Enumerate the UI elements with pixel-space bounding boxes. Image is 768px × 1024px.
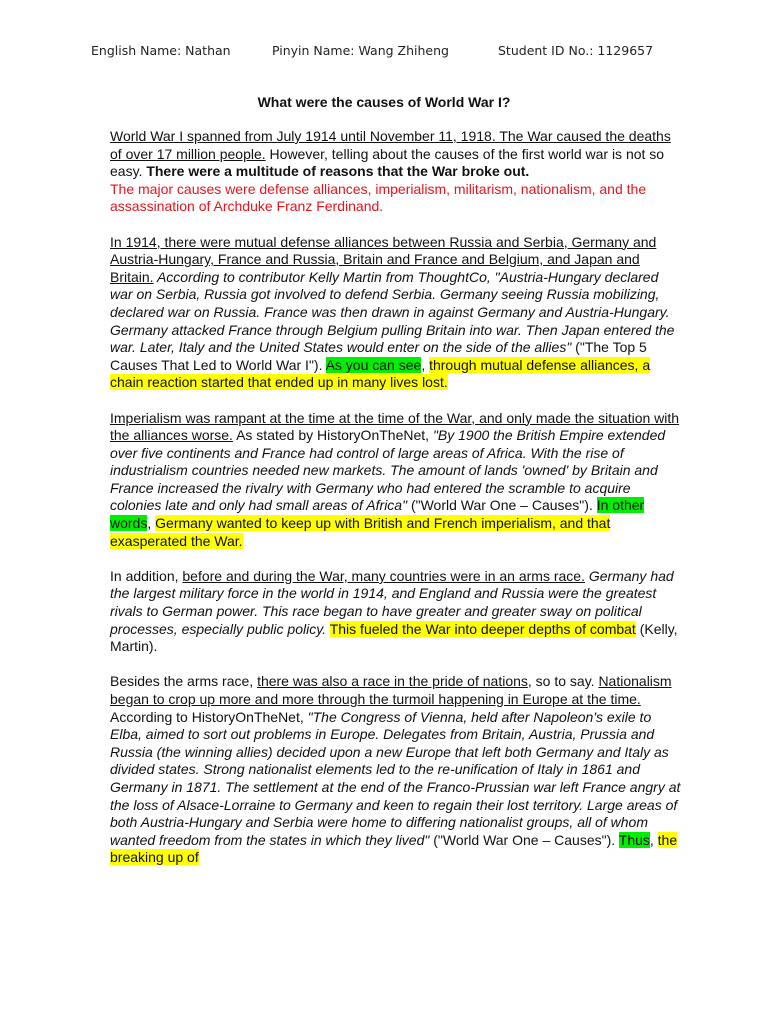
militarism-citation: (Kelly, Martin).	[110, 620, 678, 655]
nationalism-comma: ,	[649, 831, 658, 848]
paragraph-imperialism	[110, 410, 682, 551]
nationalism-yellow-highlight: the breaking up of	[110, 831, 678, 866]
militarism-underlined-text: before and during the War, many countries were in an arms race.	[182, 567, 585, 584]
nationalism-aside: , so to say.	[527, 673, 599, 690]
paragraph-alliances	[110, 234, 682, 392]
imperialism-comma: ,	[147, 515, 156, 532]
imperialism-underlined-text: Imperialism was rampant at the time at the time of the War, and only made the situation with the alliances worse.	[110, 409, 680, 444]
essay-title: What were the causes of World War I?	[257, 94, 511, 110]
imperialism-quote: "By 1900 the British Empire extended over five continents and France had control of large areas of Africa. With the rise of industrialism countries needed new markets. The amount of lands 'owned' by Britain and France increased the rivalry with Germany who had entered the scramble to acquire colonies late and only had small areas of Africa"	[110, 427, 666, 514]
nationalism-quote: "The Congress of Vienna, held after Napoleon's exile to Elba, aimed to sort out problems in Europe. Delegates from Britain, Austria, Prussia and Russia (the winning allies) decided upon a new Europe that left both Germany and Italy as divided states. Strong nationalist elements led to the re-unification of Italy in 1861 and Germany in 1871. The settlement at the end of the Franco-Prussian war left France angry at the loss of Alsace-Lorraine to Germany and keen to regain their lost territory. Large areas of both Austria-Hungary and Serbia were home to differing nationalist groups, all of whom wanted freedom from the states in which they lived"	[110, 708, 681, 848]
intro-text: However, telling about the causes of the first world war is not so easy.	[110, 145, 665, 180]
intro-underlined-text: World War I spanned from July 1914 until November 11, 1918. The War caused the deaths of over 17 million people.	[110, 128, 671, 162]
nationalism-green-highlight: Thus	[618, 831, 650, 848]
alliances-yellow-highlight: through mutual defense alliances, a chain reaction started that ended up in many lives lost.	[110, 356, 651, 391]
essay-body	[110, 128, 682, 885]
nationalism-underlined-phrase: there was also a race in the pride of nations	[257, 673, 528, 690]
alliances-citation: ("The Top 5 Causes That Led to World War I").	[110, 339, 647, 373]
imperialism-yellow-highlight: Germany wanted to keep up with British and French imperialism, and that exasperated the War.	[110, 515, 611, 549]
alliances-underlined-text: In 1914, there were mutual defense alliances between Russia and Serbia, Germany and Austria-Hungary, France and Russia, Britain and France and Belgium, and Japan and Britain.	[110, 233, 657, 285]
paragraph-nationalism	[110, 673, 682, 867]
nationalism-citation: ("World War One – Causes").	[429, 831, 619, 848]
alliances-green-highlight: As you can see	[325, 356, 422, 373]
imperialism-citation: ("World War One – Causes").	[407, 497, 597, 514]
intro-red-causes: The major causes were defense alliances, imperialism, militarism, nationalism, and the assassination of Archduke Franz Ferdinand.	[110, 180, 647, 215]
english-name: English Name: Nathan	[91, 43, 231, 58]
imperialism-intro: As stated by HistoryOnTheNet,	[232, 427, 433, 444]
nationalism-intro: Besides the arms race,	[110, 673, 258, 690]
pinyin-name: Pinyin Name: Wang Zhiheng	[272, 43, 449, 58]
militarism-quote: Germany had the largest military force in the world in 1914, and England and Russia were the greatest rivals to German power. This race began to have greater and greater sway on political processes, especially public policy.	[110, 567, 674, 637]
student-header	[0, 43, 768, 65]
militarism-intro: In addition,	[110, 567, 183, 584]
intro-bold-thesis: There were a multitude of reasons that the War broke out.	[146, 163, 530, 180]
student-id: Student ID No.: 1129657	[498, 43, 654, 58]
nationalism-underlined-text: Nationalism began to crop up more and more through the turmoil happening in Europe at the time.	[110, 673, 672, 707]
paragraph-intro	[110, 128, 682, 216]
imperialism-green-highlight: In other words	[110, 497, 645, 532]
alliances-comma: ,	[421, 356, 430, 373]
militarism-yellow-highlight: This fueled the War into deeper depths of combat	[329, 620, 636, 637]
alliances-quote: According to contributor Kelly Martin from ThoughtCo, "Austria-Hungary declared war on Serbia, Russia got involved to defend Serbia. Germany seeing Russia mobilizing, declared war on Russia. France was then drawn in against Germany and Austria-Hungary. Germany attacked France through Belgium pulling Britain into war. Then Japan entered the war. Later, Italy and the United States would enter on the side of the allies"	[110, 268, 675, 356]
paragraph-militarism	[110, 568, 682, 656]
nationalism-source: According to HistoryOnTheNet,	[110, 708, 308, 725]
